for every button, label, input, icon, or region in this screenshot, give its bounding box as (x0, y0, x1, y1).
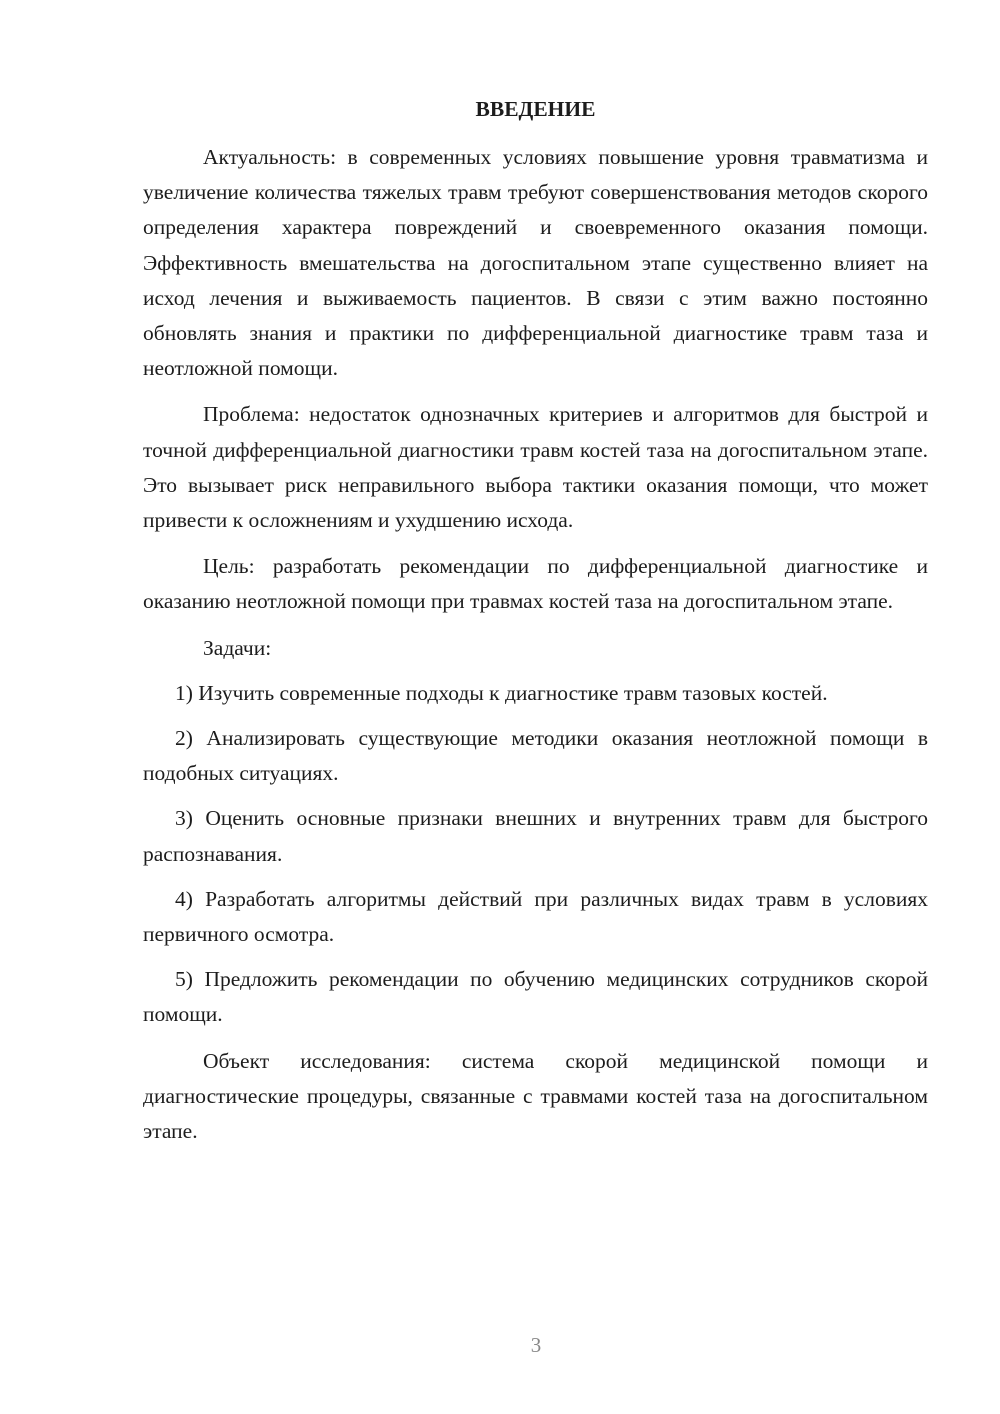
task-item-4: 4) Разработать алгоритмы действий при различных видах травм в условиях первичного осмотра. (143, 886, 928, 947)
paragraph-problem: Проблема: недостаток однозначных критериев и алгоритмов для быстрой и точной дифференциальной диагностики травм костей таза на догоспитальном этапе. Это вызывает риск неправильного выбора тактики оказания помощи, что может привести к осложнениям и ухудшению исхода. (143, 402, 928, 533)
task-item-5: 5) Предложить рекомендации по обучению медицинских сотрудников скорой помощи. (143, 967, 928, 1027)
paragraph-object: Объект исследования: система скорой медицинской помощи и диагностические процедуры, связанные с травмами костей таза на догоспитальном этапе. (143, 1048, 928, 1144)
section-title: ВВЕДЕНИЕ (475, 97, 596, 121)
task-item-2: 2) Анализировать существующие методики оказания неотложной помощи в подобных ситуациях. (143, 726, 928, 786)
page-content (143, 92, 928, 1149)
task-item-3: 3) Оценить основные признаки внешних и внутренних травм для быстрого распознавания. (143, 806, 928, 866)
page-number: 3 (530, 1333, 542, 1357)
paragraph-relevance: Актуальность: в современных условиях повышение уровня травматизма и увеличение количества тяжелых травм требуют совершенствования методов скорого определения характера повреждений и своевременного оказания помощи. Эффективность вмешательства на догоспитальном этапе существенно влияет на исход лечения и выживаемость пациентов. В связи с этим важно постоянно обновлять знания и практики по дифференциальной диагностике травм таза и неотложной помощи. (143, 145, 928, 381)
tasks-label: Задачи: (203, 635, 272, 660)
task-item-1: 1) Изучить современные подходы к диагностике травм тазовых костей. (175, 680, 828, 705)
paragraph-goal: Цель: разработать рекомендации по дифференциальной диагностике и оказанию неотложной помощи при травмах костей таза на догоспитальном этапе. (143, 554, 928, 614)
